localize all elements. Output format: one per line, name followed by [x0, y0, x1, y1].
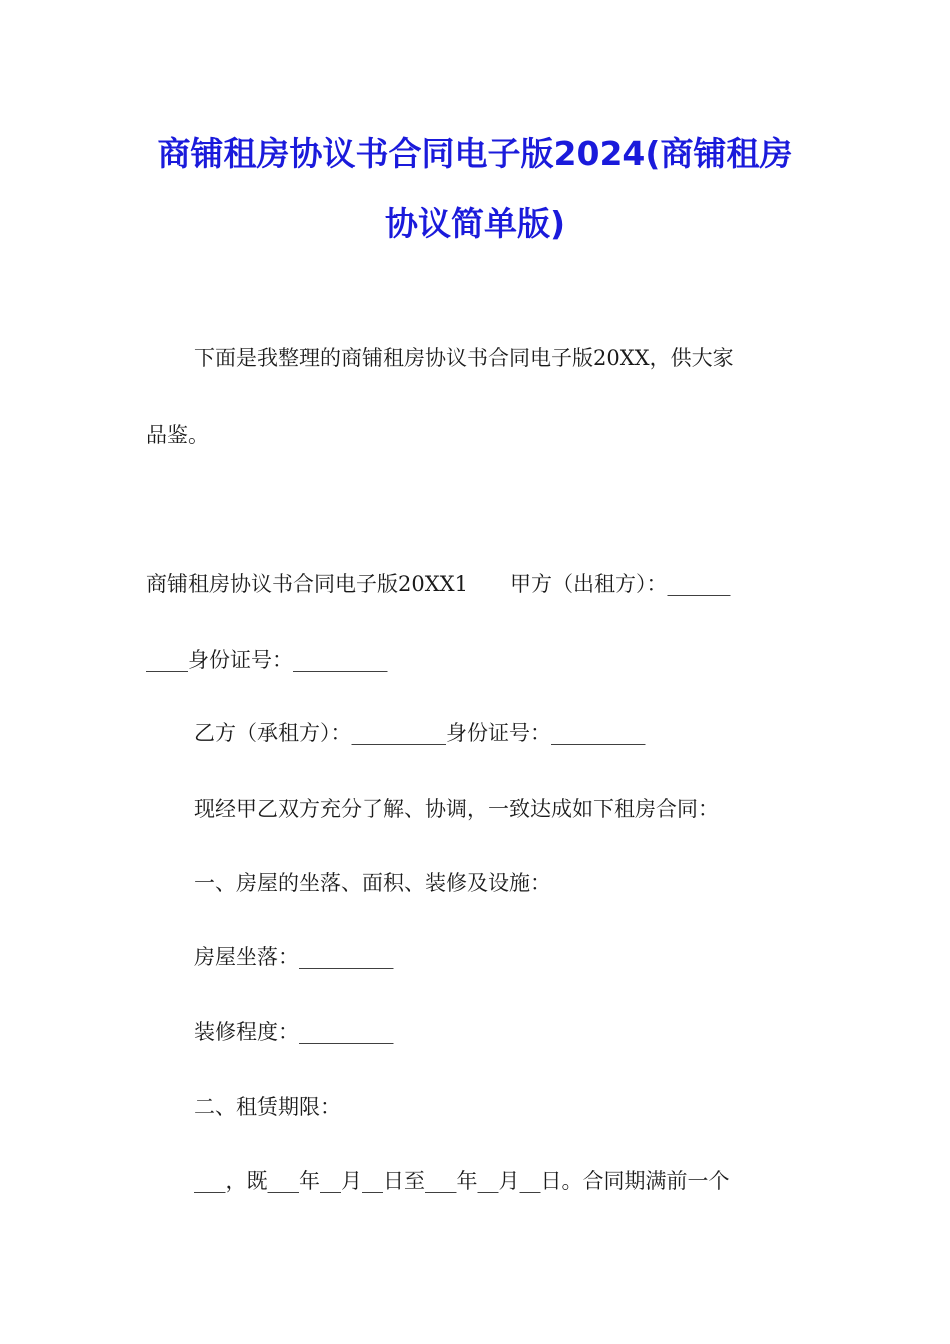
location-line: 房屋坐落：_________: [194, 945, 394, 969]
intro-paragraph-line-1: 下面是我整理的商铺租房协议书合同电子版20XX，供大家: [194, 346, 734, 370]
term-line: ___，既___年__月__日至___年__月__日。合同期满前一个: [194, 1169, 730, 1193]
contract-heading-line: 商铺租房协议书合同电子版20XX1 甲方（出租方）：______: [146, 572, 731, 596]
agreement-line: 现经甲乙双方充分了解、协调，一致达成如下租房合同：: [194, 797, 719, 821]
party-a-id-line: ____身份证号：_________: [146, 648, 388, 672]
clause-1-heading: 一、房屋的坐落、面积、装修及设施：: [194, 871, 551, 895]
document-title-line-2: 协议简单版): [384, 204, 566, 243]
decoration-line: 装修程度：_________: [194, 1020, 394, 1044]
party-b-line: 乙方（承租方）：_________身份证号：_________: [194, 721, 646, 745]
document-title-line-1: 商铺租房协议书合同电子版2024(商铺租房: [157, 134, 793, 173]
clause-2-heading: 二、租赁期限：: [194, 1095, 341, 1119]
intro-paragraph-line-2: 品鉴。: [146, 423, 209, 447]
